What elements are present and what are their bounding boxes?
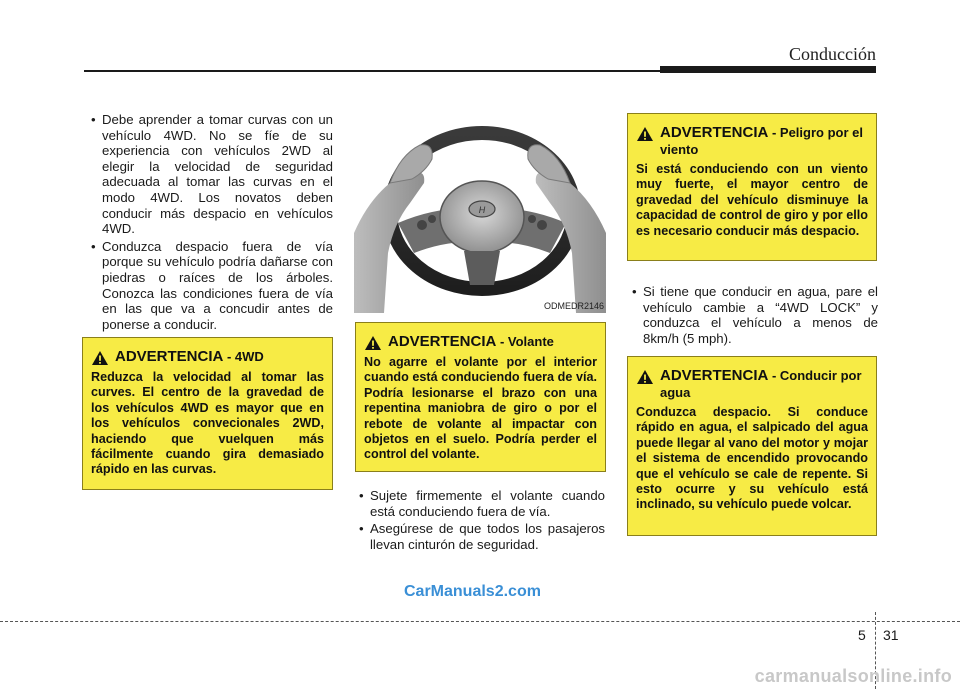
right-bullet-list <box>628 284 878 348</box>
warning-box-agua <box>627 356 877 536</box>
warning-triangle-icon <box>636 369 654 385</box>
warning-box-4wd <box>82 337 333 490</box>
steering-wheel-illustration <box>354 113 606 313</box>
warning-triangle-icon <box>364 335 382 351</box>
list-item: • Si tiene que conducir en agua, pare el vehículo cambie a “4WD LOCK” y conduzca el vehículo a menos de 8km/h (5 mph). <box>628 284 878 346</box>
list-item: • Debe aprender a tomar curvas con un vehículo 4WD. No se fíe de su experiencia con vehículos 2WD al elegir la velocidad de seguridad adecuada al tomar las curvas en el modo 4WD. Los novatos deben conducir más despacio en vehículos 4WD. <box>87 112 333 237</box>
warning-triangle-icon <box>91 350 109 366</box>
left-bullet-list <box>87 112 333 334</box>
page-number: 31 <box>883 627 899 643</box>
list-item: • Conduzca despacio fuera de vía porque su vehículo podría dañarse con piedras o raíces de los árboles. Conozca las condiciones fuera de vía en las que va a concudir antes de ponerse a conducir. <box>87 239 333 333</box>
image-caption: ODMEDR2146 <box>543 301 604 311</box>
header-rule-thick <box>660 66 876 73</box>
middle-bullet-list <box>355 488 605 554</box>
warning-title: ADVERTENCIA - Peligro por el viento <box>660 124 863 157</box>
warning-body: Reduzca la velocidad al tomar las curves. El centro de la gravedad de los vehículos 4WD es mayor que en los vehículos convecionales 2WD, haciendo que vuelquen más fácilmente cuando gira demasiado rápido en las curvas. <box>91 370 324 477</box>
warning-triangle-icon <box>636 126 654 142</box>
watermark-link[interactable]: CarManuals2.com <box>404 583 541 600</box>
warning-title: ADVERTENCIA - 4WD <box>115 348 264 365</box>
steering-wheel-icon <box>354 113 606 313</box>
header-rule <box>84 70 660 72</box>
svg-text:H: H <box>478 205 486 215</box>
section-title: Conducción <box>789 44 876 64</box>
warning-body: Conduzca despacio. Si conduce rápido en agua, el salpicado del agua puede llegar al vano del motor y mojar el sistema de encendido provocando que el vehículo se cale de repente. Si esto ocurre y su vehículo está inclinado, su vehículo puede volcar. <box>636 405 868 512</box>
list-item: • Asegúrese de que todos los pasajeros llevan cinturón de seguridad. <box>355 521 605 552</box>
warning-title: ADVERTENCIA - Volante <box>388 333 554 350</box>
warning-body: No agarre el volante por el interior cuando está conduciendo fuera de vía. Podría lesionarse el brazo con una repentina maniobra de giro o por el rebote de volante al impactar con objetos en el suelo. Podría perder el control del volante. <box>364 355 597 462</box>
footer-rule <box>0 621 960 622</box>
warning-body: Si está conduciendo con un viento muy fuerte, el mayor centro de gravedad del vehículo disminuye la capacidad de control de giro y por ello es necesario conducir más despacio. <box>636 162 868 238</box>
warning-title: ADVERTENCIA - Conducir por agua <box>660 367 862 400</box>
warning-box-viento <box>627 113 877 261</box>
chapter-number: 5 <box>858 627 866 643</box>
warning-box-volante <box>355 322 606 472</box>
list-item: • Sujete firmemente el volante cuando está conduciendo fuera de vía. <box>355 488 605 519</box>
footer-watermark-site: carmanualsonline.info <box>754 666 952 686</box>
